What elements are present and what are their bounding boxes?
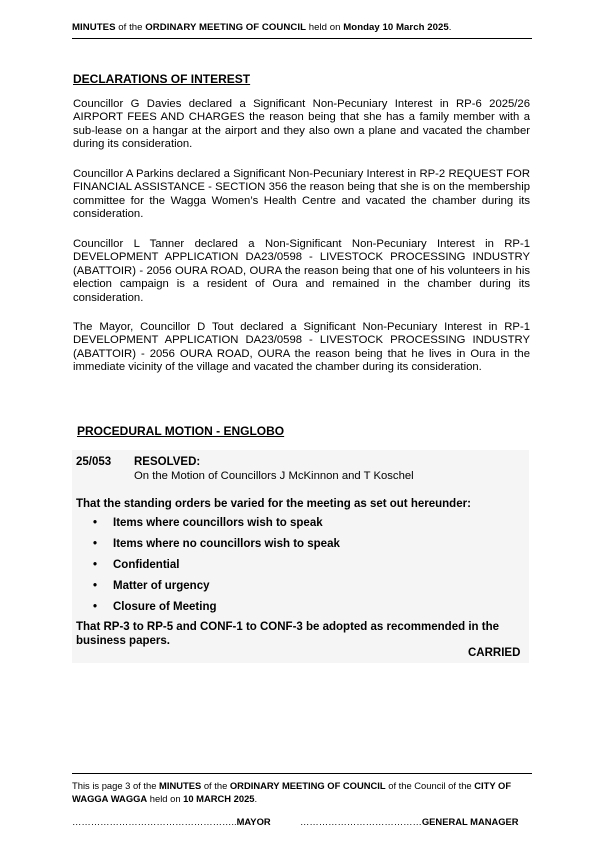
page-footer [72,779,532,805]
mayor-label: MAYOR [236,816,271,827]
general-manager-label: GENERAL MANAGER [421,816,519,827]
declarations-title: DECLARATIONS OF INTEREST [73,72,251,86]
footer-suffix: . [254,793,258,804]
list-item-label: Confidential [113,559,180,571]
header-divider [72,38,532,39]
header-held-on: held on [305,22,344,33]
carried-status: CARRIED [468,647,521,659]
mayor-signature-line [72,816,271,827]
bullet-icon: • [93,517,98,529]
page-header [72,22,532,33]
gm-signature-dots: ………………………………… [300,816,422,827]
list-item-label: Items where no councillors wish to speak [113,538,340,550]
list-item-label: Matter of urgency [113,580,210,592]
footer-city: CITY OF WAGGA WAGGA [72,780,512,804]
bullet-icon: • [93,559,98,571]
declaration-paragraph: The Mayor, Councillor D Tout declared a Significant Non-Pecuniary Interest in RP-1 DEVELOPMENT APPLICATION DA23/0598 - LIVESTOCK PROCESSING INDUSTRY (ABATTOIR) - 2056 OURA ROAD, OURA the reason being that he lives in Oura in the immediate vicinity of the village and vacated the chamber during its consideration. [73,321,530,374]
bullet-icon: • [93,538,98,550]
resolution-number: 25/053 [76,456,112,468]
declaration-paragraph: Councillor L Tanner declared a Non-Significant Non-Pecuniary Interest in RP-1 DEVELOPMENT APPLICATION DA23/0598 - LIVESTOCK PROCESSING INDUSTRY (ABATTOIR) - 2056 OURA ROAD, OURA the reason being that one of his volunteers in his election campaign is a resident of Oura and remained in the chamber during its consideration. [73,238,530,304]
footer-meeting: ORDINARY MEETING OF COUNCIL [229,780,386,791]
adoption-statement: That RP-3 to RP-5 and CONF-1 to CONF-3 be adopted as recommended in the business papers. [76,621,499,647]
bullet-icon: • [93,601,98,613]
header-suffix: . [448,22,452,33]
header-date: Monday 10 March 2025 [343,22,449,33]
footer-of-council: of the Council of the [385,780,475,791]
declaration-paragraph: Councillor G Davies declared a Significant Non-Pecuniary Interest in RP-6 2025/26 AIRPORT FEES AND CHARGES the reason being that she has a family member with a sub-lease on a hangar at the airport and they also own a plane and vacated the chamber during its consideration. [73,98,530,151]
footer-held-on: held on [147,793,184,804]
bullet-icon: • [93,580,98,592]
general-manager-signature-line [300,816,519,827]
header-meeting: ORDINARY MEETING OF COUNCIL [145,22,306,33]
resolution-intro: That the standing orders be varied for the meeting as set out hereunder: [76,498,471,510]
list-item-label: Items where councillors wish to speak [113,517,323,529]
declaration-paragraph: Councillor A Parkins declared a Significant Non-Pecuniary Interest in RP-2 REQUEST FOR FINANCIAL ASSISTANCE - SECTION 356 the reason being that she is on the membership committee for the Wagga Women’s Health Centre and vacated the chamber during its consideration. [73,168,530,221]
footer-page-text: This is page 3 of the [72,780,160,791]
header-minutes: MINUTES [72,22,116,33]
procedural-motion-title: PROCEDURAL MOTION - ENGLOBO [77,424,285,438]
footer-minutes: MINUTES [159,780,202,791]
footer-of-the: of the [201,780,230,791]
resolved-label: RESOLVED: [134,456,201,468]
footer-date: 10 MARCH 2025 [183,793,255,804]
motion-movers: On the Motion of Councillors J McKinnon and T Koschel [134,470,414,482]
header-of-the: of the [115,22,146,33]
mayor-signature-dots: …………………………………………….. [72,816,237,827]
list-item-label: Closure of Meeting [113,601,217,613]
footer-divider [72,773,532,774]
